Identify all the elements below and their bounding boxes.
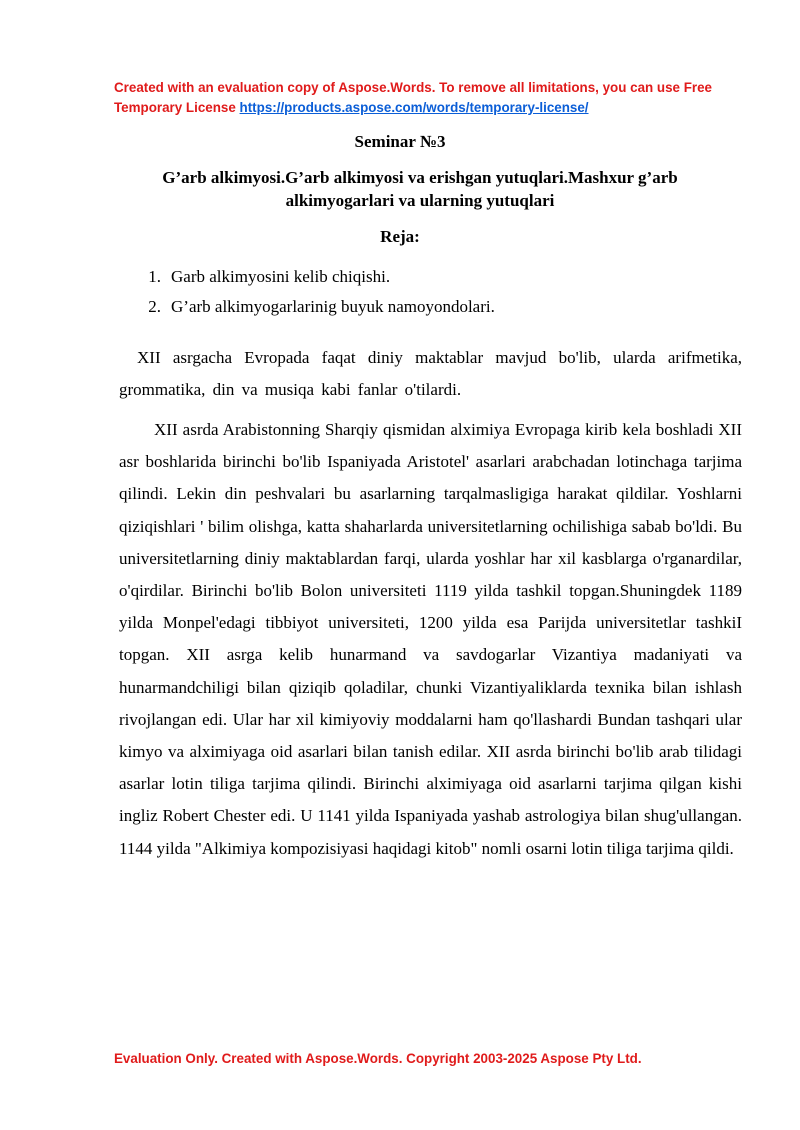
list-item-number: 1. (148, 267, 161, 286)
evaluation-footer: Evaluation Only. Created with Aspose.Words. Copyright 2003-2025 Aspose Pty Ltd. (114, 1051, 642, 1066)
temporary-license-link[interactable]: https://products.aspose.com/words/temporary-license/ (239, 100, 589, 115)
list-item-text: G’arb alkimyogarlarinig buyuk namoyondolari. (171, 297, 495, 316)
list-item (118, 266, 495, 296)
plan-list (118, 266, 495, 326)
evaluation-banner-text: Created with an evaluation copy of Aspose.Words. To remove all limitations, you can use Free Temporary License (114, 80, 713, 115)
plan-heading: Reja: (380, 227, 420, 246)
list-item-number: 2. (148, 297, 161, 316)
evaluation-banner (114, 78, 734, 118)
document-title: G’arb alkimyosi.G’arb alkimyosi va erishgan yutuqlari.Mashxur g’arb alkimyogarlari va ularning yutuqlari (162, 168, 678, 210)
paragraph-intro: XII asrgacha Evropada faqat diniy maktablar mavjud bo'lib, ularda arifmetika, grommatika, din va musiqa kabi fanlar o'tilardi. (119, 348, 742, 399)
list-item-text: Garb alkimyosini kelib chiqishi. (171, 267, 391, 286)
seminar-heading: Seminar №3 (354, 132, 446, 151)
list-item (118, 296, 495, 326)
paragraph-body: XII asrda Arabistonning Sharqiy qismidan alximiya Evropaga kirib kela boshladi XII asr boshlarida birinchi bo'lib Ispaniyada Aristotel' asarlari arabchadan lotinchaga tarjima qilindi. Lekin din peshvalari bu asarlarning tarqalmasligiga harakat qildilar. Yoshlarni qiziqishlari ' bilim olishga, katta shaharlarda universitetlarning ochilishiga sabab bo'ldi. Bu universitetlarning diniy maktablardan farqi, ularda yoshlar har xil kasblarga o'rganardilar, o'qirdilar. Birinchi bo'lib Bolon universiteti 1119 yilda tashkil topgan.Shuningdek 1189 yilda Monpel'edagi tibbiyot universiteti, 1200 yilda esa Parijda universitetlar tashkiI topgan. XII asrga kelib hunarmand va savdogarlar Vizantiya madaniyati va hunarmandchiligi bilan qiziqib qoladilar, chunki Vizantiyaliklarda texnika bilan ishlash rivojlangan edi. Ular har xil kimiyoviy moddalarni ham qo'llashardi Bundan tashqari ular kimyo va alximiyaga oid asarlari bilan tanish edilar. XII asrda birinchi bo'lib arab tilidagi asarlar lotin tiliga tarjima qilindi. Birinchi alximiyaga oid asarlarni tarjima qilgan kishi ingliz Robert Chester edi. U 1141 yilda Ispaniyada yashab astrologiya bilan shug'ullangan. 1144 yilda "Alkimiya kompozisiyasi haqidagi kitob" nomli osarni lotin tiliga tarjima qildi. (119, 420, 742, 858)
